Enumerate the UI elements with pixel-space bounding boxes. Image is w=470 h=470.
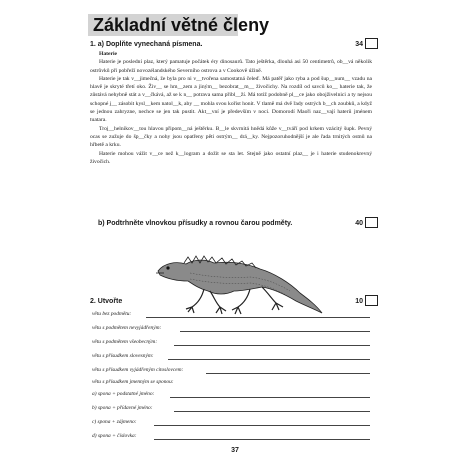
answer-row[interactable]: [92, 390, 370, 399]
page-number: 37: [231, 447, 239, 454]
answer-row[interactable]: [92, 324, 370, 333]
answer-line[interactable]: [174, 345, 370, 346]
answer-line[interactable]: [180, 331, 370, 332]
answer-row[interactable]: [92, 352, 370, 361]
passage-paragraph: Haterie je poslední plaz, který pamatuje počátek éry dinosaurů. Tato ještěrka, dlouhá asi 50 centimetrů, ob__vá několik ostrůvků při pobřeží novozélandského Severního ostrova a v Cookově úžině.: [90, 59, 372, 74]
answer-line[interactable]: [146, 317, 370, 318]
answer-row-label: větu s přísudkem vyjádřeným citoslovcem:: [92, 367, 184, 373]
answer-row[interactable]: [92, 404, 370, 413]
page-title: Základní větné členy: [93, 15, 270, 35]
passage-paragraph: Haterie mohou vážit v__ce než k__logram a dožít se sta let. Stejně jako ostatní plaz__ je i haterie studenokrevný živočich.: [90, 150, 372, 165]
answer-row-label: větu bez podmětu:: [92, 311, 132, 317]
task-2-score-box[interactable]: [365, 295, 378, 306]
passage-paragraph: Haterie je tak v__jimečná, že byla pro ni v__tvořena samostatná čeleď. Má patěř jako ryba a pod šup__num__ vzadu na hlavě je skryté třetí oko. Živ__ se hm__zem a jiným__ bezobrat__m__ živočichy. Na rozdíl od savců ko__ haterie tak, že zůstává nehybně stát a v__čkává, až se k n__ potrava sama přibl__ží. Má totiž podobně pl__ce jako obojživelnici a ty nejsou schopné j__ zásobit kysl__kem natol__k, aby __ mohla svou kořist honit. V tlamě má dvě řady ostrých b__ch zoubků, a když se jednou zahryzne, nechce se jen tak pustit. Akt__vní je především v noci. Domorodí Maoři naz__vají haterii jménem tuatara.: [90, 75, 372, 124]
answer-row[interactable]: [92, 310, 370, 319]
task-2-heading: 2. Utvořte: [90, 298, 123, 305]
answer-row-label: větu s podmětem všeobecným:: [92, 339, 158, 345]
task-1-score-box[interactable]: [365, 38, 378, 49]
answer-row: [92, 378, 370, 387]
task-1-heading: 1. a) Doplňte vynechaná písmena.: [90, 41, 203, 48]
task-1b-score-box[interactable]: [365, 217, 378, 228]
answer-line[interactable]: [170, 397, 370, 398]
answer-row[interactable]: [92, 338, 370, 347]
haterie-passage: [90, 50, 372, 166]
answer-row-label: c) spona + zájmeno:: [92, 419, 137, 425]
answer-line[interactable]: [174, 411, 370, 412]
answer-line[interactable]: [206, 373, 370, 374]
answer-line[interactable]: [154, 439, 370, 440]
answer-row-label: větu s přísudkem slovesným:: [92, 353, 154, 359]
answer-row[interactable]: [92, 418, 370, 427]
answer-row-label: b) spona + přídavné jméno:: [92, 405, 153, 411]
answer-row[interactable]: [92, 432, 370, 441]
answer-row-label: d) spona + číslovka:: [92, 433, 137, 439]
passage-paragraph: Troj__helníkov__tou hlavou připom__ná ještěrku. B__le skvrnitá hnědá kůže v__tváří pod krkem vzácitý šupk. Pevný ocas se zužuje do šp__čky a nohy jsou opatřeny pěti ostrým__ drá__ky. Nejpozoruhodnější je ale řada trnitých ostnů na hřbetě a krku.: [90, 125, 372, 149]
answer-line[interactable]: [154, 425, 370, 426]
task-1b-points: 40: [355, 220, 363, 227]
passage-title: Haterie: [99, 51, 118, 57]
answer-row-label: větu s podmětem nevyjádřeným:: [92, 325, 162, 331]
answer-line[interactable]: [168, 359, 370, 360]
task-1-points: 34: [355, 41, 363, 48]
answer-row-label: a) spona + podstatné jméno:: [92, 391, 155, 397]
task-2-points: 10: [355, 298, 363, 305]
task-1b-heading: b) Podtrhněte vlnovkou přísudky a rovnou čarou podměty.: [98, 220, 293, 227]
answer-row-label: větu s přísudkem jmenným se sponou:: [92, 379, 174, 385]
answer-row[interactable]: [92, 366, 370, 375]
